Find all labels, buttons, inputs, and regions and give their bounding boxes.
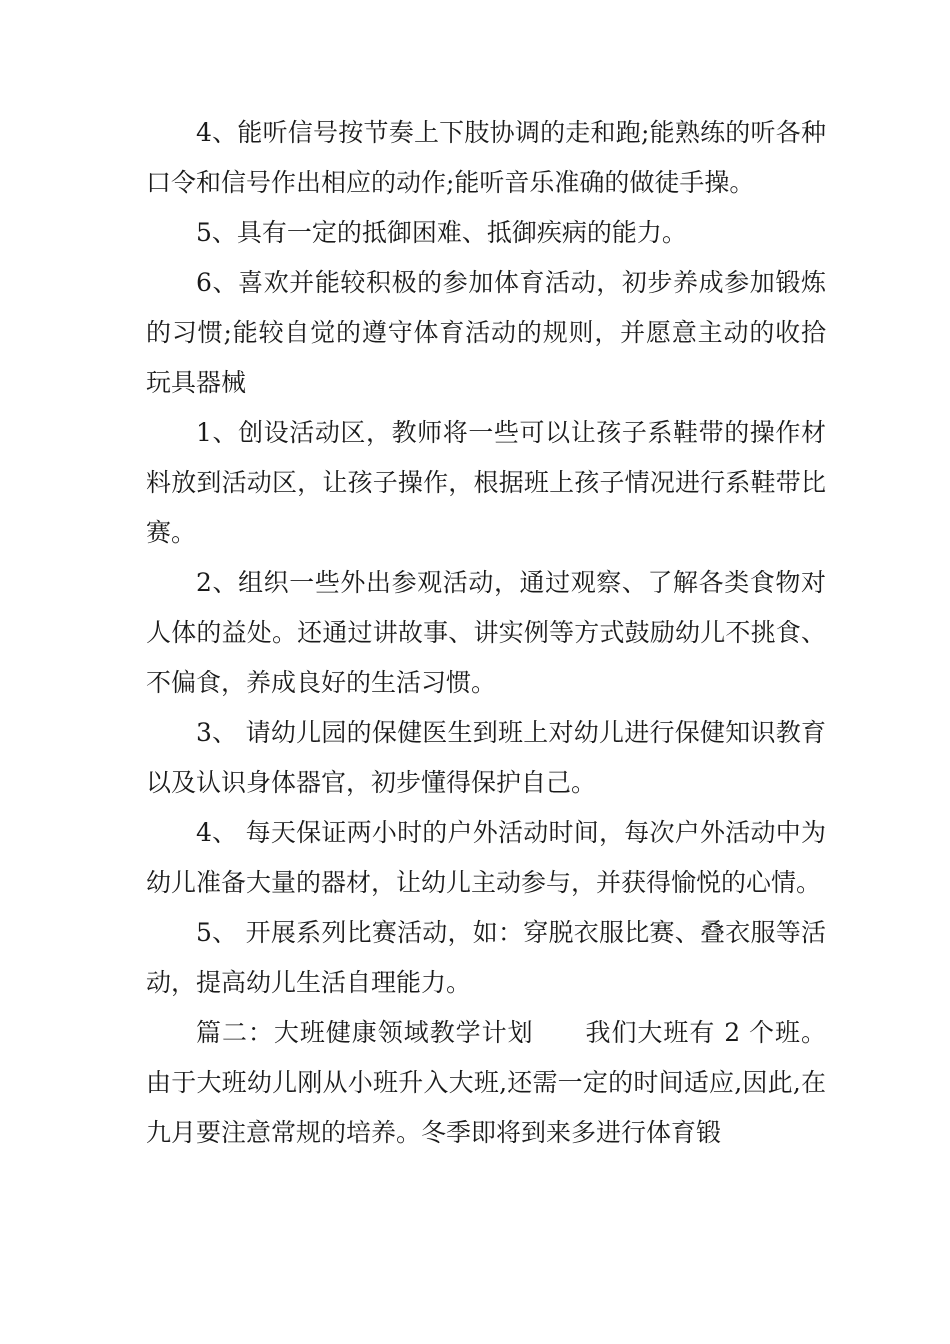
paragraph: 2、组织一些外出参观活动，通过观察、了解各类食物对人体的益处。还通过讲故事、讲实例等方式鼓励幼儿不挑食、不偏食，养成良好的生活习惯。 [146, 568, 826, 697]
paragraph: 4、能听信号按节奏上下肢协调的走和跑;能熟练的听各种口令和信号作出相应的动作;能听音乐准确的做徒手操。 [146, 118, 826, 197]
paragraph: 4、 每天保证两小时的户外活动时间，每次户外活动中为幼儿准备大量的器材，让幼儿主动参与，并获得愉悦的心情。 [146, 818, 826, 897]
paragraph: 3、 请幼儿园的保健医生到班上对幼儿进行保健知识教育以及认识身体器官，初步懂得保护自己。 [146, 718, 826, 797]
paragraph: 篇二：大班健康领域教学计划 我们大班有 2 个班。由于大班幼儿刚从小班升入大班,还需一定的时间适应,因此,在九月要注意常规的培养。冬季即将到来多进行体育锻 [146, 1018, 826, 1147]
paragraph: 5、 开展系列比赛活动，如：穿脱衣服比赛、叠衣服等活动，提高幼儿生活自理能力。 [146, 918, 826, 997]
paragraph: 5、具有一定的抵御困难、抵御疾病的能力。 [196, 218, 687, 247]
paragraph: 6、喜欢并能较积极的参加体育活动，初步养成参加锻炼的习惯;能较自觉的遵守体育活动的规则，并愿意主动的收拾玩具器械 [146, 268, 826, 397]
paragraph: 1、创设活动区，教师将一些可以让孩子系鞋带的操作材料放到活动区，让孩子操作，根据班上孩子情况进行系鞋带比赛。 [146, 418, 826, 547]
document-body [146, 108, 826, 1158]
